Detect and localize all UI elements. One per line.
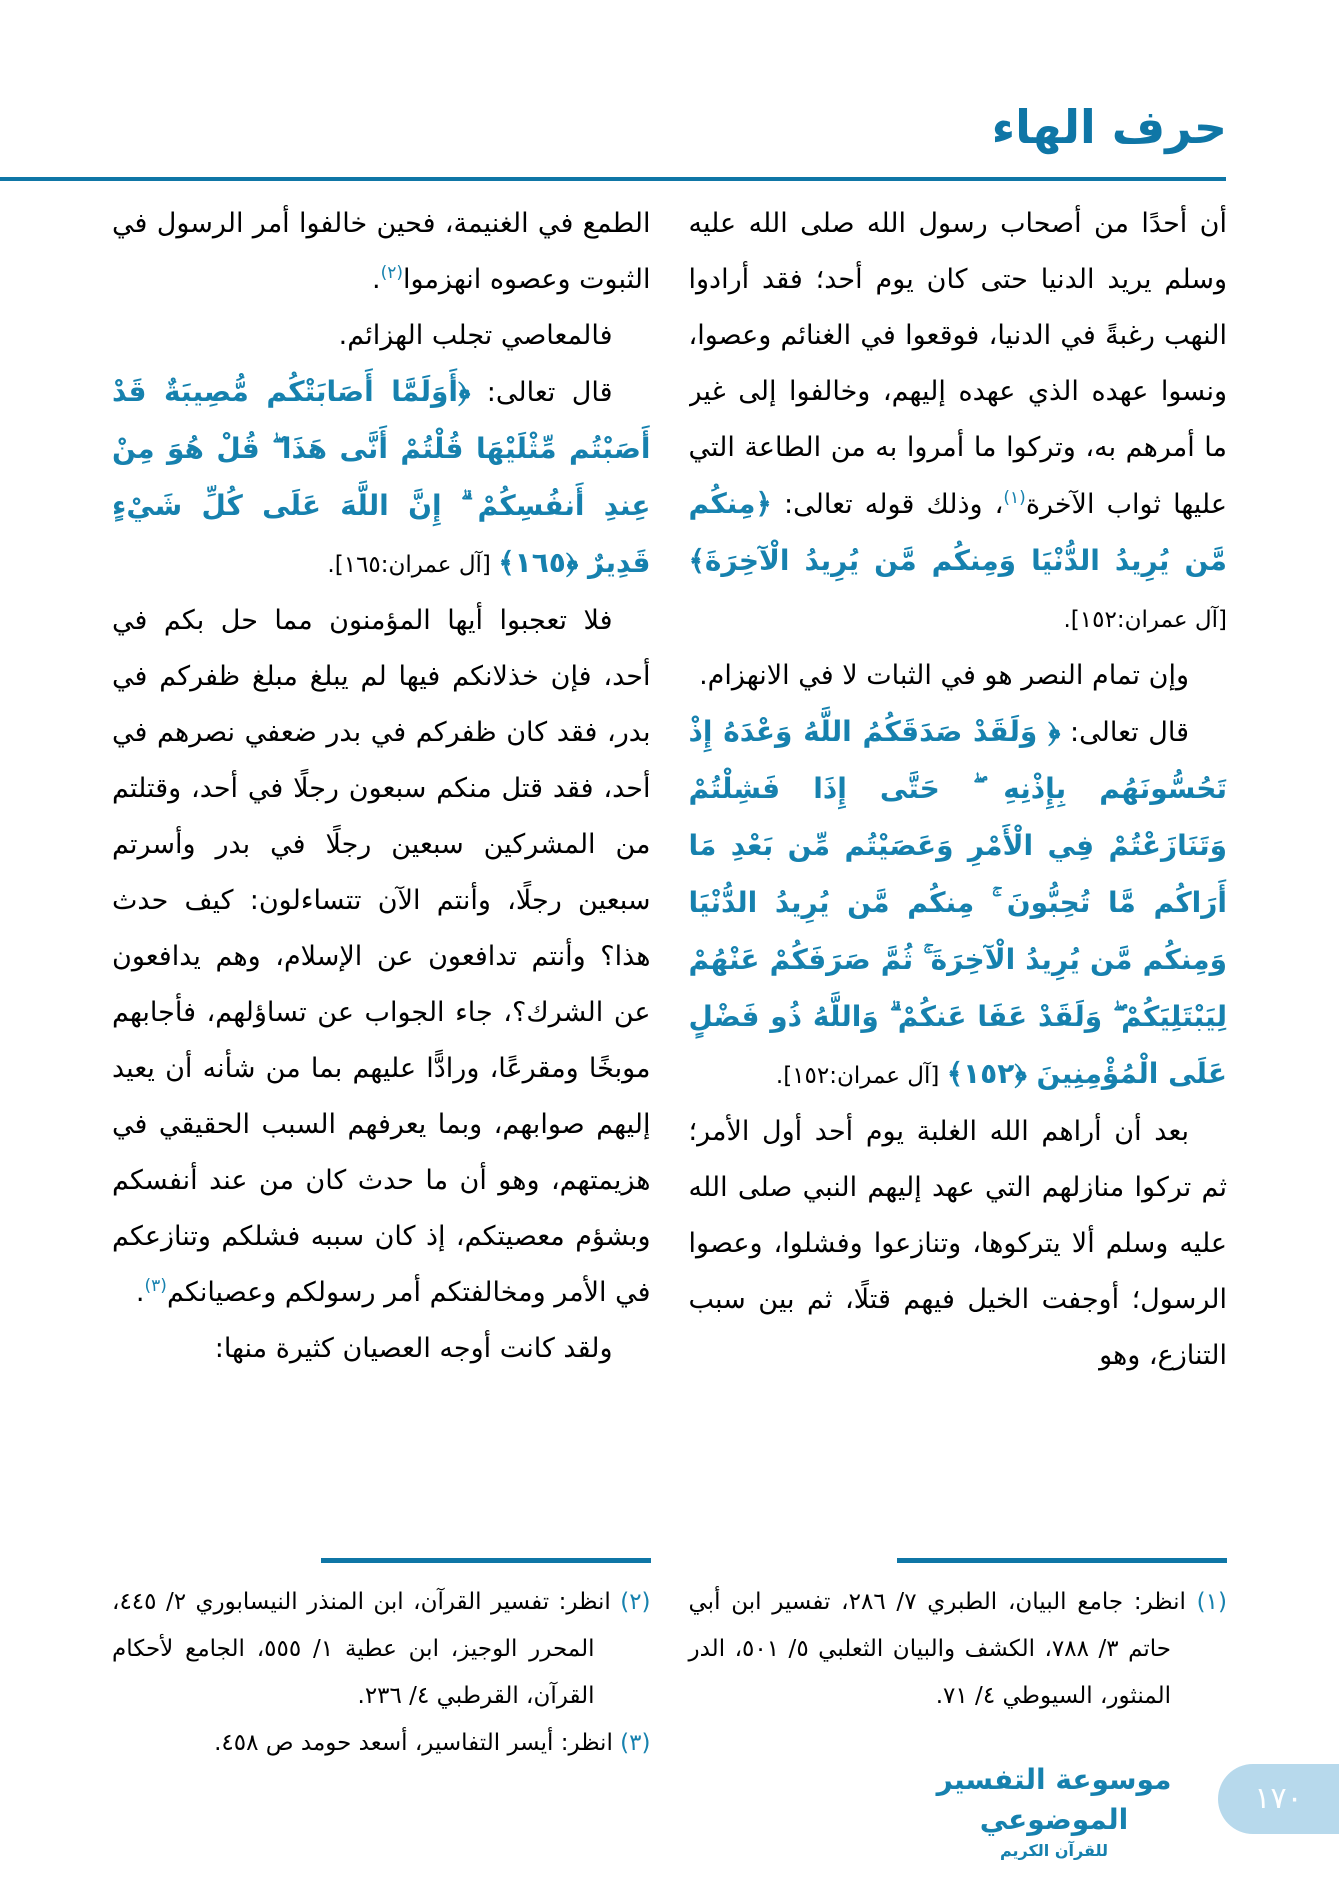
column-right [689,196,1228,1767]
footnote-ref-1: (١) [1003,488,1026,508]
paragraph [689,196,1228,648]
footnote [689,1579,1228,1720]
body-text: قال تعالى: [470,377,613,408]
footnote-number: (١) [1196,1589,1227,1615]
paragraph: ولقد كانت أوجه العصيان كثيرة منها: [214,1333,613,1364]
paragraph [112,364,651,593]
text-columns [112,196,1227,1767]
paragraph: بعد أن أراهم الله الغلبة يوم أحد أول الأمر؛ ثم تركوا منازلهم التي عهد إليهم النبي صلى الله عليه وسلم ألا يتركوها، وتنازعوا وفشلوا، وعصوا الرسول؛ أوجفت الخيل فيهم قتلًا، ثم بين سبب التنازع، وهو [688,1116,1227,1371]
footnote-ref-3: (٣) [144,1276,167,1296]
quran-verse: ﴿مِنكُم مَّن يُرِيدُ الدُّنْيَا وَمِنكُم مَّن يُرِيدُ الْآخِرَةَ﴾ [688,487,1227,577]
body-text: أن أحدًا من أصحاب رسول الله صلى الله عليه وسلم يريد الدنيا حتى كان يوم أحد؛ فقد أرادوا النهب رغبةً في الدنيا، فوقعوا في الغنائم وعصوا، ونسوا عهده الذي عهده إليهم، وخالفوا إلى غير ما أمرهم به، وتركوا ما أمروا به من الطاعة التي عليها ثواب الآخرة [688,208,1227,520]
footnote-text: انظر: جامع البيان، الطبري ٧/ ٢٨٦، تفسير ابن أبي حاتم ٣/ ٧٨٨، الكشف والبيان الثعلبي ٥/ ٥٠١، الدر المنثور، السيوطي ٤/ ٧١. [688,1589,1186,1709]
footnote-number: (٣) [620,1730,651,1756]
footnote-separator [897,1558,1227,1563]
quran-verse: ﴿ وَلَقَدْ صَدَقَكُمُ اللَّهُ وَعْدَهُ إِذْ تَحُسُّونَهُم بِإِذْنِهِ ۖ حَتَّى إِذَا فَشِلْتُمْ وَتَنَازَعْتُمْ فِي الْأَمْرِ وَعَصَيْتُم مِّن بَعْدِ مَا أَرَاكُم مَّا تُحِبُّونَ ۚ مِنكُم مَّن يُرِيدُ الدُّنْيَا وَمِنكُم مَّن يُرِيدُ الْآخِرَةَ ۚ ثُمَّ صَرَفَكُمْ عَنْهُمْ لِيَبْتَلِيَكُمْ ۖ وَلَقَدْ عَفَا عَنكُمْ ۗ وَاللَّهُ ذُو فَضْلٍ عَلَى الْمُؤْمِنِينَ ﴿١٥٢﴾ [688,715,1227,1090]
page-title: حرف الهاء [991,100,1227,154]
footnote-area-right [689,1558,1228,1720]
publisher-logo [919,1760,1189,1862]
page-number-badge: ١٧٠ [1218,1764,1339,1834]
body-text: . [372,264,381,295]
paragraph [112,593,651,1321]
column-left [112,196,651,1767]
footnote-text: انظر: تفسير القرآن، ابن المنذر النيسابوري ٢/ ٤٤٥، المحرر الوجيز، ابن عطية ١/ ٥٥٥، الجامع لأحكام القرآن، القرطبي ٤/ ٢٣٦. [112,1589,611,1709]
header-rule [0,177,1226,181]
logo-title: موسوعة التفسير الموضوعي [936,1763,1172,1836]
paragraph [112,196,651,308]
verse-citation: [آل عمران:١٥٢]. [775,1063,947,1089]
column-left-body [112,196,651,1546]
footnote [112,1720,651,1767]
paragraph [689,704,1228,1104]
column-right-body [689,196,1228,1546]
footnote-area-left [112,1558,651,1767]
footnote-number: (٢) [620,1589,651,1615]
body-text: . [135,1277,145,1308]
footnote-text: انظر: أيسر التفاسير، أسعد حومد ص ٤٥٨. [214,1730,613,1756]
logo-subtitle: للقرآن الكريم [999,1841,1109,1860]
quran-verse: ﴿أَوَلَمَّا أَصَابَتْكُم مُّصِيبَةٌ قَدْ أَصَبْتُم مِّثْلَيْهَا قُلْتُمْ أَنَّى هَذَا ۖ قُلْ هُوَ مِنْ عِندِ أَنفُسِكُمْ ۗ إِنَّ اللَّهَ عَلَى كُلِّ شَيْءٍ قَدِيرٌ ﴿١٦٥﴾ [112,375,651,579]
verse-citation: [آل عمران:١٦٥]. [327,552,499,578]
body-text: ، وذلك قوله تعالى: [771,489,1004,520]
footnote-separator [321,1558,651,1563]
paragraph: فالمعاصي تجلب الهزائم. [338,320,613,351]
paragraph: وإن تمام النصر هو في الثبات لا في الانهزام. [699,660,1189,691]
footnote-ref-2: (٢) [380,263,404,283]
body-text: قال تعالى: [1060,717,1189,748]
footnote [112,1579,651,1720]
body-text: الطمع في الغنيمة، فحين خالفوا أمر الرسول في الثبوت وعصوه انهزموا [112,208,651,295]
body-text: فلا تعجبوا أيها المؤمنون مما حل بكم في أحد، فإن خذلانكم فيها لم يبلغ مبلغ ظفركم في بدر، فقد كان ظفركم في بدر ضعفي نصرهم في أحد، فقد قتل منكم سبعون رجلًا في أحد، وقتلتم من المشركين سبعين رجلًا في بدر وأسرتم سبعين رجلًا، وأنتم الآن تتساءلون: كيف حدث هذا؟ وأنتم تدافعون عن الإسلام، وهم يدافعون عن الشرك؟، جاء الجواب عن تساؤلهم، فأجابهم موبخًا ومقرعًا، ورادًّا عليهم بما من شأنه أن يعيد إليهم صوابهم، وبما يعرفهم السبب الحقيقي في هزيمتهم، وهو أن ما حدث كان من عند أنفسكم وبشؤم معصيتكم، إذ كان سببه فشلكم وتنازعكم في الأمر ومخالفتكم أمر رسولكم وعصيانكم [112,605,651,1308]
verse-citation: [آل عمران:١٥٢]. [1063,607,1227,633]
